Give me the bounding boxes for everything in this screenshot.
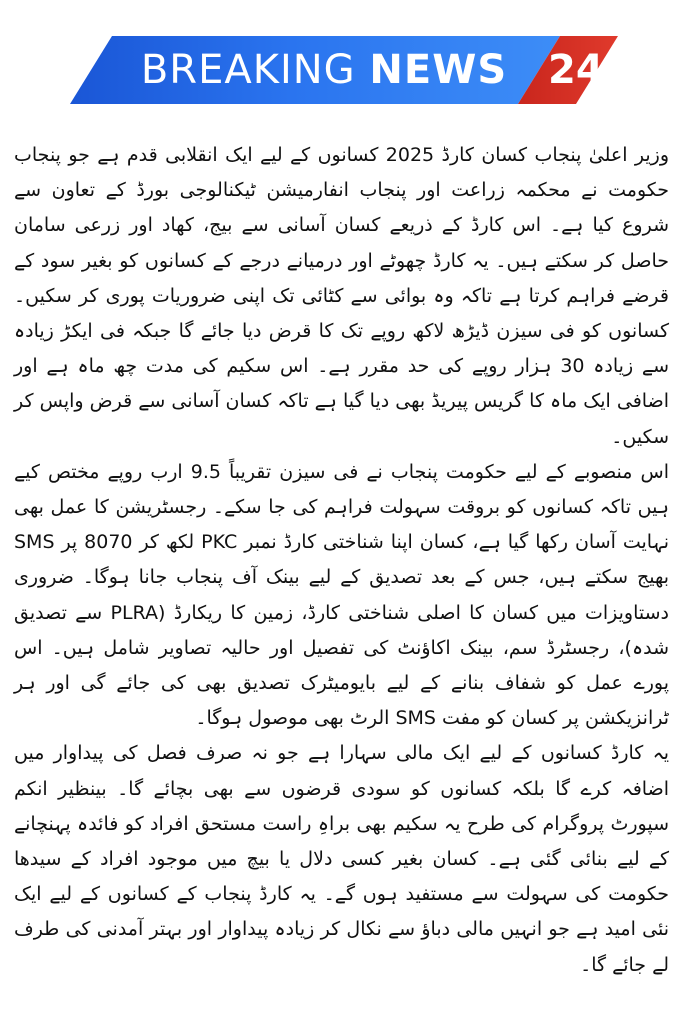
article-paragraph-3: یہ کارڈ کسانوں کے لیے ایک مالی سہارا ہے جو نہ صرف فصل کی پیداوار میں اضافہ کرے گا بلکہ کسانوں کو سودی قرضوں سے بھی بچائے گا۔ بینظیر انکم سپورٹ پروگرام کی طرح یہ سکیم بھی براہِ راست مستحق افراد کو فائدہ پہنچانے کے لیے بنائی گئی ہے۔ کسان بغیر کسی دلال یا بیچ میں موجود افراد کے سیدھا حکومت کی سہولت سے مستفید ہوں گے۔ یہ کارڈ پنجاب کے کسانوں کے لیے ایک نئی امید ہے جو انہیں مالی دباؤ سے نکال کر زیادہ پیداوار اور بہتر آمدنی کی طرف لے جائے گا۔ [14, 742, 669, 976]
banner-word-breaking: BREAKING [140, 47, 356, 93]
article-paragraph-1: وزیر اعلیٰ پنجاب کسان کارڈ 2025 کسانوں کے لیے ایک انقلابی قدم ہے جو پنجاب حکومت نے محکمہ زراعت اور پنجاب انفارمیشن ٹیکنالوجی بورڈ کے تعاون سے شروع کیا ہے۔ اس کارڈ کے ذریعے کسان آسانی سے بیج، کھاد اور زرعی سامان حاصل کر سکتے ہیں۔ یہ کارڈ چھوٹے اور درمیانے درجے کے کسانوں کو بغیر سود کے قرضے فراہم کرتا ہے تاکہ وہ بوائی سے کٹائی تک اپنی ضروریات پوری کر سکیں۔ کسانوں کو فی سیزن ڈیڑھ لاکھ روپے تک کا قرض دیا جائے گا جبکہ فی ایکڑ زیادہ سے زیادہ 30 ہزار روپے کی حد مقرر ہے۔ اس سکیم کی مدت چھ ماہ ہے اور اضافی ایک ماہ کا گریس پیریڈ بھی دیا گیا ہے تاکہ کسان آسانی سے قرض واپس کر سکیں۔ [14, 144, 669, 448]
article-body [14, 138, 669, 983]
banner-number: 24 [548, 47, 604, 93]
banner-title [114, 36, 534, 104]
article-paragraph-2: اس منصوبے کے لیے حکومت پنجاب نے فی سیزن تقریباً 9.5 ارب روپے مختص کیے ہیں تاکہ کسانوں کو بروقت سہولت فراہم کی جا سکے۔ رجسٹریشن کا عمل بھی نہایت آسان رکھا گیا ہے، کسان اپنا شناختی کارڈ نمبر PKC لکھ کر 8070 پر SMS بھیج سکتے ہیں، جس کے بعد تصدیق کے لیے بینک آف پنجاب جانا ہوگا۔ ضروری دستاویزات میں کسان کا اصلی شناختی کارڈ، زمین کا ریکارڈ (PLRA سے تصدیق شدہ)، رجسٹرڈ سم، بینک اکاؤنٹ کی تفصیل اور حالیہ تصاویر شامل ہیں۔ اس پورے عمل کو شفاف بنانے کے لیے بایومیٹرک تصدیق بھی کی جائے گی اور ہر ٹرانزیکشن پر کسان کو مفت SMS الرٹ بھی موصول ہوگا۔ [14, 460, 669, 730]
banner-word-news: NEWS [369, 47, 508, 93]
breaking-news-banner [70, 36, 618, 104]
